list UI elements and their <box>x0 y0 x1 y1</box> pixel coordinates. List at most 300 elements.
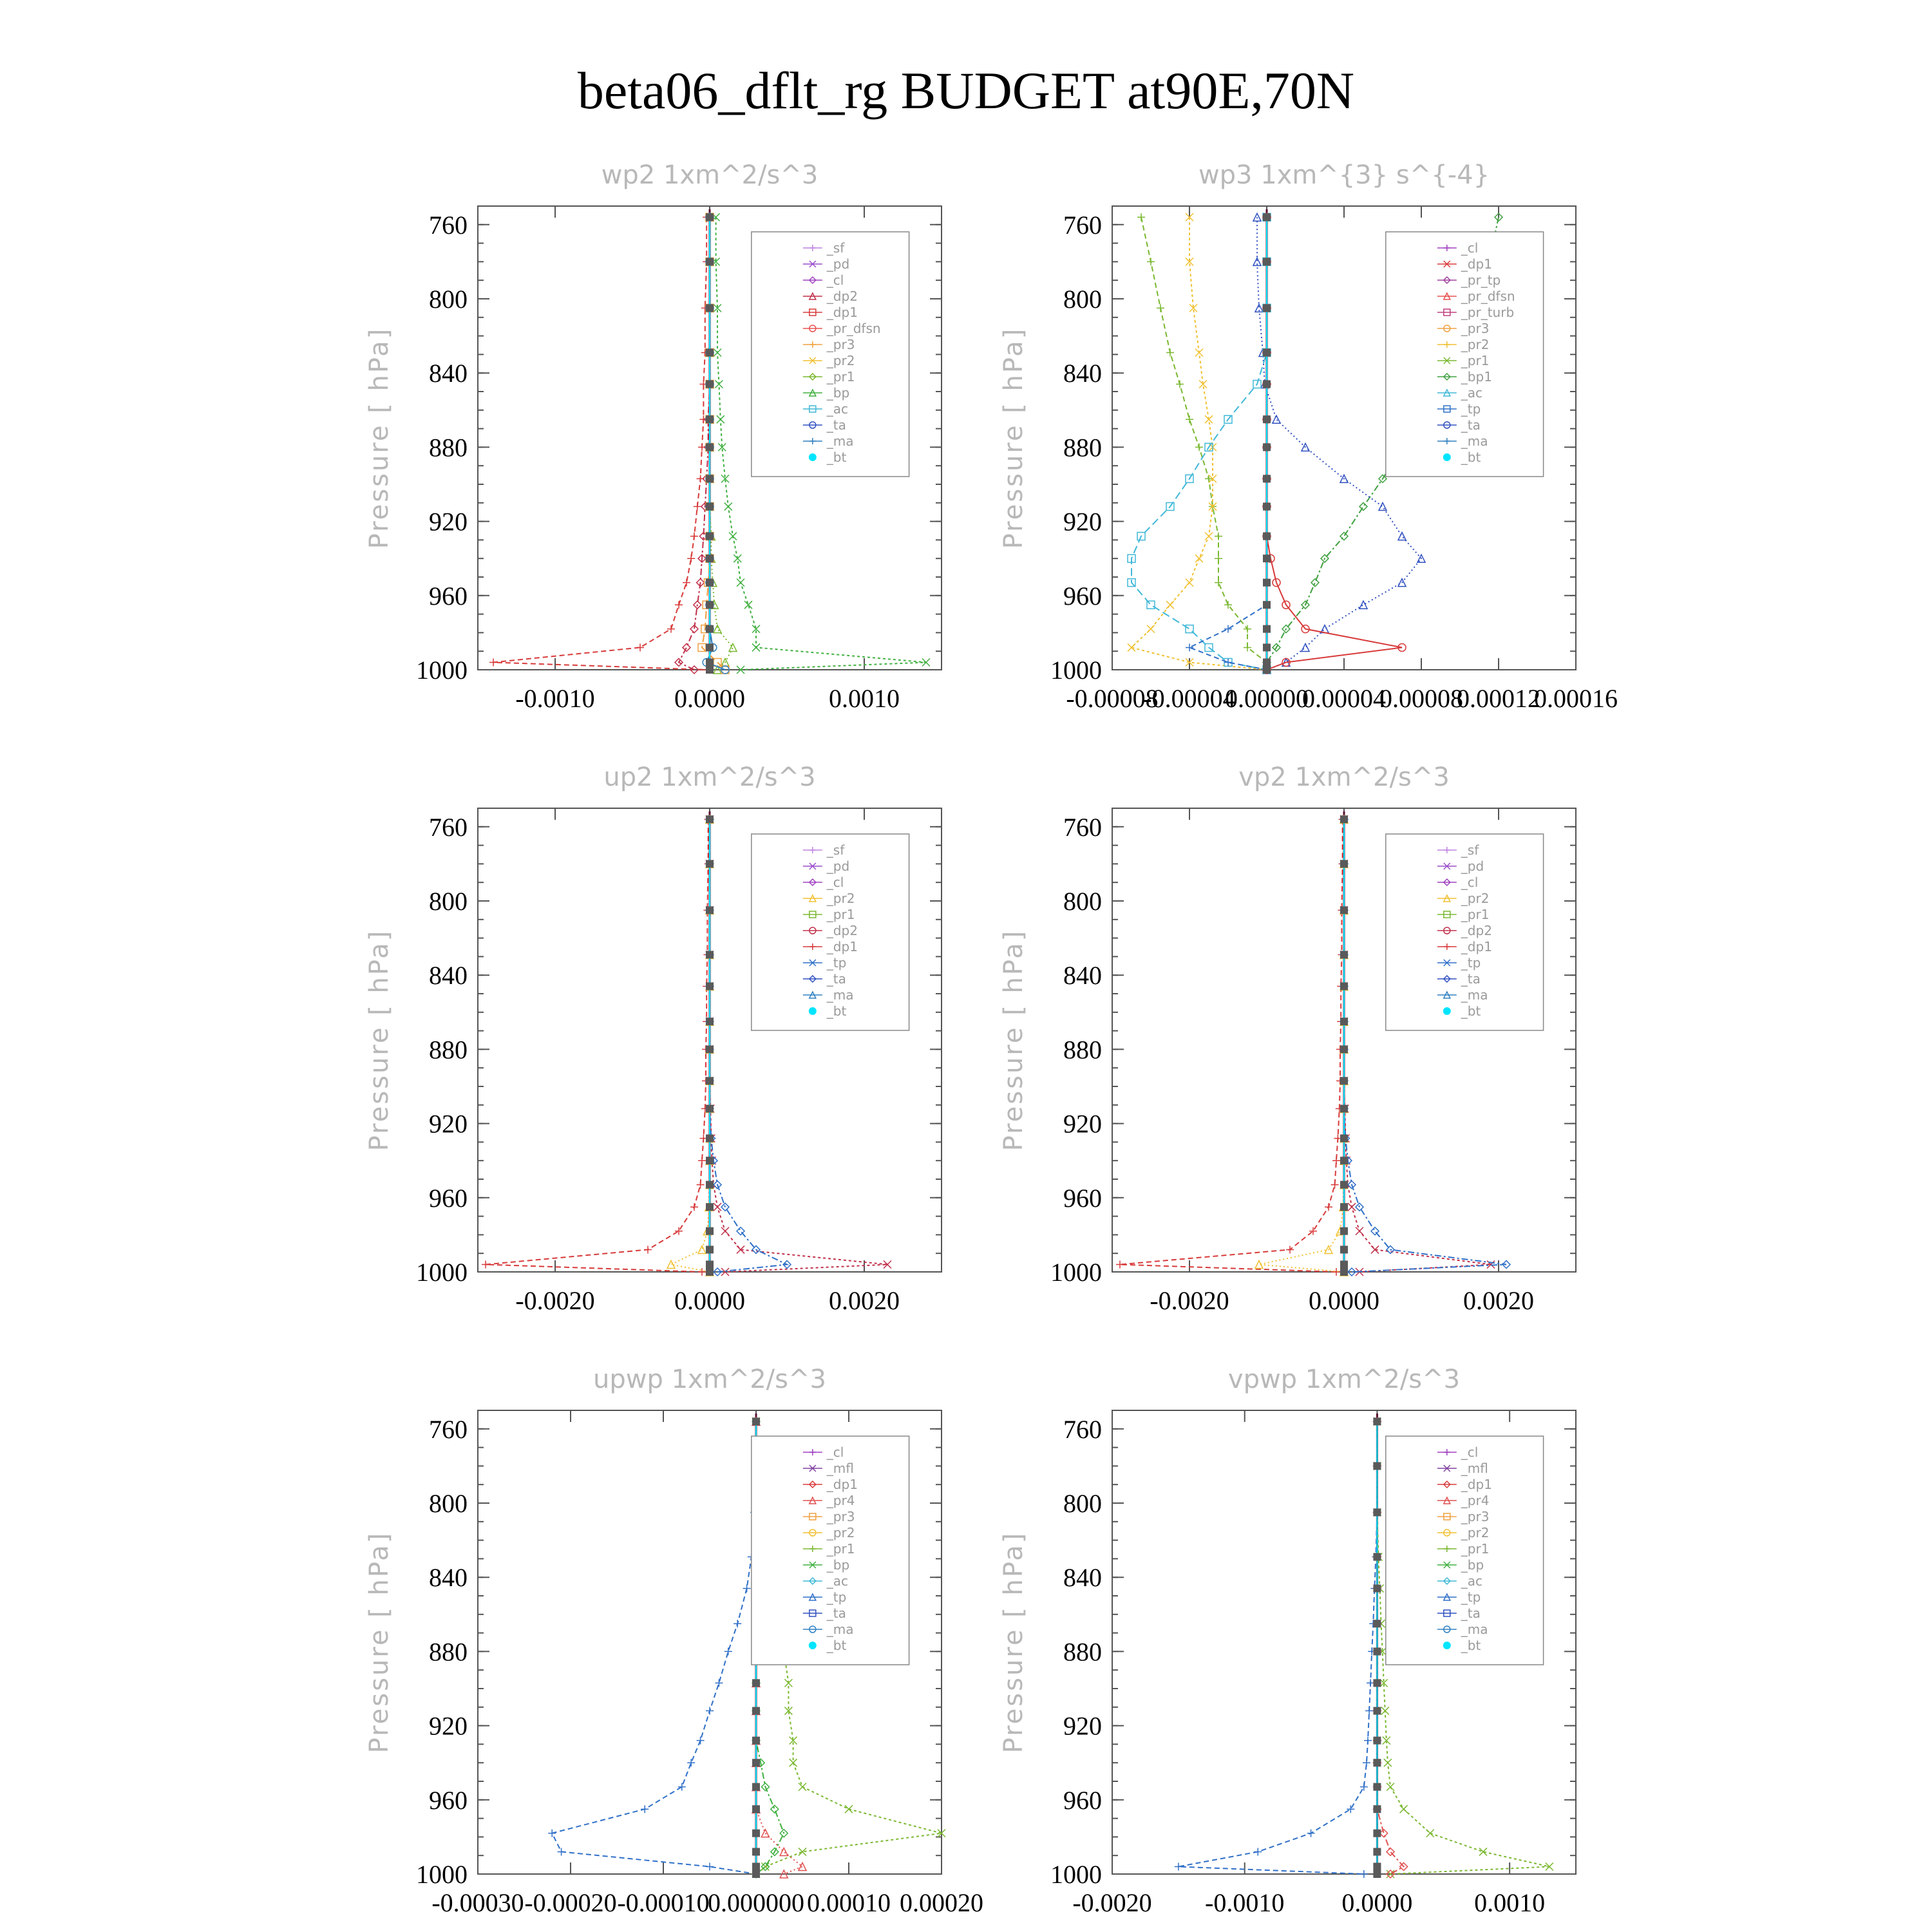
panel-wp3 <box>999 160 1618 713</box>
legend-label: _dp1 <box>826 939 858 954</box>
legend-label: _pr2 <box>1461 891 1490 906</box>
data-point <box>721 1227 729 1235</box>
data-point <box>1263 666 1271 674</box>
x-tick-label: -0.00020 <box>524 1888 617 1917</box>
legend-label: _bt <box>1461 450 1481 465</box>
data-point <box>1215 533 1222 540</box>
data-point <box>724 503 732 511</box>
y-tick-label: 1000 <box>1050 1258 1102 1287</box>
legend-label: _pr3 <box>1461 321 1490 336</box>
legend-label: _dp2 <box>826 289 858 304</box>
data-point <box>737 579 744 587</box>
y-tick-label: 800 <box>429 1489 468 1518</box>
legend-label: _dp2 <box>1461 923 1492 938</box>
data-point <box>1176 380 1184 388</box>
y-tick-label: 800 <box>429 285 468 314</box>
panel-vp2 <box>999 762 1576 1315</box>
y-axis-label: Pressure [ hPa] <box>365 929 394 1151</box>
legend-label: _pr_dfsn <box>1461 289 1515 304</box>
data-point <box>1373 1620 1381 1627</box>
legend-label: _ac <box>826 1573 849 1589</box>
y-tick-label: 760 <box>1063 1414 1102 1444</box>
data-point <box>1307 1830 1315 1837</box>
y-tick-label: 1000 <box>416 1860 468 1889</box>
legend-label: _pr1 <box>1461 907 1490 922</box>
legend-label: _ta <box>826 1605 846 1621</box>
data-point <box>1195 443 1203 451</box>
data-point <box>1195 554 1203 562</box>
y-axis-label: Pressure [ hPa] <box>365 1531 394 1754</box>
legend-label: _cl <box>826 272 844 288</box>
data-point <box>1325 1203 1332 1211</box>
data-point <box>706 1245 714 1253</box>
data-point <box>1359 601 1367 609</box>
legend-label: _pr2 <box>826 353 855 368</box>
data-point <box>1380 1830 1388 1837</box>
data-point <box>687 554 695 562</box>
x-tick-label: 0.00008 <box>1379 684 1463 713</box>
data-point <box>1263 475 1271 482</box>
legend-label: _pr_dfsn <box>826 321 881 336</box>
y-tick-label: 800 <box>429 887 468 916</box>
legend-label: _dp2 <box>826 923 858 938</box>
series-line-dp1 <box>1120 819 1343 1272</box>
data-point <box>1373 1508 1381 1516</box>
x-tick-label: -0.0010 <box>1205 1888 1285 1917</box>
data-point <box>1186 579 1193 587</box>
x-tick-label: 0.0020 <box>1463 1286 1534 1315</box>
data-point <box>1253 213 1261 221</box>
x-tick-label: 0.00010 <box>807 1888 891 1917</box>
data-point <box>675 1227 683 1235</box>
legend-label: _sf <box>1461 842 1479 858</box>
data-point <box>1263 415 1271 423</box>
data-point <box>752 1805 760 1813</box>
data-point <box>706 643 714 651</box>
panel-title: wp3 1xm^{3} s^{-4} <box>1198 160 1490 190</box>
legend-label: _bp <box>826 385 850 401</box>
y-tick-label: 840 <box>429 961 468 990</box>
panel-title: up2 1xm^2/s^3 <box>603 762 816 792</box>
panel-title: vp2 1xm^2/s^3 <box>1238 762 1450 792</box>
legend-label: _mfl <box>1461 1461 1488 1476</box>
y-axis-label: Pressure [ hPa] <box>999 327 1028 549</box>
data-point <box>771 1805 779 1813</box>
data-point <box>1263 304 1271 312</box>
data-point <box>698 1157 706 1164</box>
data-point <box>1340 982 1348 990</box>
panel-upwp <box>365 1365 983 1917</box>
data-point <box>1348 1203 1356 1211</box>
data-point <box>1340 1105 1348 1113</box>
data-point <box>1373 1848 1381 1855</box>
legend-label: _ma <box>1461 433 1488 449</box>
legend-label: _ta <box>1461 417 1481 433</box>
panel-vpwp <box>999 1365 1576 1917</box>
data-point <box>1373 1707 1381 1715</box>
data-point <box>1263 503 1271 511</box>
data-point <box>1205 533 1213 540</box>
data-point <box>644 1245 652 1253</box>
data-point <box>1263 213 1271 221</box>
data-point <box>706 554 714 562</box>
legend-label: _cl <box>826 875 844 890</box>
data-point <box>636 643 644 651</box>
data-point <box>1215 554 1222 562</box>
data-point <box>706 1862 714 1870</box>
legend-label: _pr1 <box>826 369 855 384</box>
y-tick-label: 800 <box>1063 285 1102 314</box>
legend-label: _pr2 <box>1461 1525 1490 1540</box>
series-line-pr1 <box>1141 217 1267 670</box>
y-tick-label: 920 <box>429 507 468 536</box>
data-point <box>1340 1203 1348 1211</box>
legend-label: _cl <box>1461 240 1479 256</box>
data-point <box>706 982 714 990</box>
data-point <box>1356 1227 1363 1235</box>
y-tick-label: 760 <box>1063 210 1102 240</box>
data-point <box>1340 815 1348 823</box>
data-point <box>799 1783 806 1791</box>
y-tick-label: 880 <box>1063 1035 1102 1065</box>
data-point <box>1426 1830 1434 1837</box>
legend-label: _pr4 <box>1461 1493 1490 1508</box>
data-point <box>761 1862 769 1870</box>
data-point <box>694 503 701 511</box>
data-point <box>1186 415 1193 423</box>
legend-label: _pr1 <box>1461 1541 1490 1557</box>
data-point <box>690 533 698 540</box>
legend-marker <box>809 1642 817 1649</box>
data-point <box>706 1260 714 1268</box>
x-tick-label: -0.00004 <box>1143 684 1236 713</box>
panel-wp2 <box>365 160 942 713</box>
data-point <box>706 1203 714 1211</box>
legend-label: _dp1 <box>826 305 858 320</box>
data-point <box>706 533 714 540</box>
legend-label: _ac <box>826 401 849 417</box>
legend-label: _pr4 <box>826 1493 855 1508</box>
y-tick-label: 960 <box>429 581 468 611</box>
x-tick-label: 0.0000 <box>1309 1286 1379 1315</box>
x-tick-label: 0.0000 <box>674 1286 745 1315</box>
data-point <box>678 1783 686 1791</box>
data-point <box>1244 625 1251 633</box>
data-point <box>922 658 930 666</box>
data-point <box>1373 1462 1381 1470</box>
data-point <box>1363 1759 1370 1766</box>
data-point <box>1340 951 1348 959</box>
data-point <box>714 1203 721 1211</box>
data-point <box>1373 1830 1381 1837</box>
legend-label: _ta <box>1461 971 1481 987</box>
legend-label: _tp <box>1461 955 1481 971</box>
data-point <box>1373 1584 1381 1592</box>
data-point <box>706 579 714 587</box>
data-point <box>687 1759 695 1766</box>
y-tick-label: 1000 <box>1050 1860 1102 1889</box>
data-point <box>714 625 721 633</box>
y-tick-label: 960 <box>429 1785 468 1815</box>
data-point <box>1186 643 1193 651</box>
data-point <box>641 1805 649 1813</box>
legend-label: _pr1 <box>826 1541 855 1557</box>
data-point <box>729 643 737 651</box>
data-point <box>1340 1045 1348 1053</box>
data-point <box>1116 1260 1124 1268</box>
data-point <box>1373 1679 1381 1687</box>
data-point <box>1332 1157 1340 1164</box>
y-tick-label: 880 <box>429 1035 468 1065</box>
data-point <box>1373 1417 1381 1425</box>
legend-label: _cl <box>1461 875 1479 890</box>
data-point <box>706 380 714 388</box>
legend-label: _sf <box>826 240 845 256</box>
data-point <box>752 1679 760 1687</box>
x-tick-label: 0.00012 <box>1457 684 1540 713</box>
data-point <box>706 906 714 914</box>
series-line-pr2 <box>671 819 710 1272</box>
data-point <box>1340 906 1348 914</box>
data-point <box>1263 601 1271 609</box>
legend-label: _pd <box>826 256 850 272</box>
data-point <box>1263 643 1271 651</box>
legend-label: _ta <box>826 971 846 987</box>
y-tick-label: 960 <box>1063 581 1102 611</box>
x-tick-label: -0.0020 <box>1150 1286 1229 1315</box>
data-point <box>752 1862 760 1870</box>
data-point <box>1373 1870 1381 1878</box>
legend-label: _pr2 <box>826 1525 855 1540</box>
x-tick-label: 0.0010 <box>829 684 900 713</box>
main-title: beta06_dflt_rg BUDGET at90E,70N <box>577 61 1355 120</box>
data-point <box>1147 625 1155 633</box>
legend-label: _bp1 <box>1461 369 1492 384</box>
data-point <box>1381 1707 1389 1715</box>
data-point <box>1263 625 1271 633</box>
legend-label: _ma <box>826 987 854 1003</box>
y-tick-label: 760 <box>429 210 468 240</box>
y-tick-label: 920 <box>429 1711 468 1741</box>
x-tick-label: -0.00010 <box>617 1888 710 1917</box>
data-point <box>1340 1227 1348 1235</box>
data-point <box>1286 1245 1294 1253</box>
series-line-tp <box>552 1421 756 1874</box>
y-tick-label: 840 <box>1063 359 1102 388</box>
data-point <box>1263 349 1271 357</box>
data-point <box>752 1870 760 1878</box>
data-point <box>1331 1181 1339 1189</box>
y-axis-label: Pressure [ hPa] <box>365 327 394 549</box>
legend-label: _ma <box>826 1622 854 1637</box>
data-point <box>706 503 714 511</box>
y-tick-label: 920 <box>429 1109 468 1139</box>
data-point <box>1373 1737 1381 1745</box>
legend-label: _bp <box>826 1557 850 1573</box>
legend-label: _ta <box>1461 1605 1481 1621</box>
data-point <box>706 415 714 423</box>
data-point <box>1255 1260 1263 1268</box>
data-point <box>690 1203 698 1211</box>
data-point <box>799 1862 806 1870</box>
data-point <box>1263 443 1271 451</box>
data-point <box>752 1848 760 1855</box>
legend-label: _tp <box>826 1589 847 1605</box>
legend-label: _pr2 <box>826 891 855 906</box>
data-point <box>698 1268 706 1276</box>
data-point <box>1347 1805 1354 1813</box>
data-point <box>1263 658 1271 666</box>
data-point <box>729 533 737 540</box>
data-point <box>845 1805 853 1813</box>
data-point <box>1157 304 1164 312</box>
data-point <box>734 1620 741 1627</box>
legend-label: _cl <box>826 1444 844 1460</box>
data-point <box>1340 860 1348 867</box>
data-point <box>1340 1135 1348 1142</box>
data-point <box>706 1268 714 1276</box>
x-tick-label: -0.0020 <box>515 1286 595 1315</box>
data-point <box>1263 554 1271 562</box>
legend-label: _pr3 <box>826 1509 855 1524</box>
data-point <box>706 1105 714 1113</box>
legend-label: _bt <box>826 1638 847 1653</box>
y-tick-label: 1000 <box>1050 656 1102 685</box>
x-tick-label: 0.0000 <box>1341 1888 1413 1917</box>
data-point <box>1166 601 1174 609</box>
y-tick-label: 800 <box>1063 887 1102 916</box>
data-point <box>1340 1077 1348 1084</box>
legend-marker <box>1443 1642 1451 1649</box>
data-point <box>1147 258 1155 265</box>
data-point <box>706 1018 714 1025</box>
data-point <box>706 815 714 823</box>
y-tick-label: 840 <box>1063 1563 1102 1593</box>
data-point <box>1166 349 1174 357</box>
legend-label: _ac <box>1461 385 1483 401</box>
x-tick-label: 0.00004 <box>1302 684 1386 713</box>
legend-label: _bt <box>826 450 847 465</box>
legend-label: _dp1 <box>826 1477 858 1492</box>
data-point <box>1364 1737 1372 1745</box>
data-point <box>1332 1268 1340 1276</box>
data-point <box>489 658 497 666</box>
data-point <box>1546 1862 1553 1870</box>
y-tick-label: 880 <box>1063 1637 1102 1667</box>
legend-label: _ta <box>826 417 846 433</box>
data-point <box>1340 1157 1348 1164</box>
data-point <box>706 1045 714 1053</box>
data-point <box>1360 1783 1368 1791</box>
legend-label: _mfl <box>826 1461 854 1476</box>
legend-marker <box>809 453 817 461</box>
x-tick-label: 0.0020 <box>829 1286 900 1315</box>
legend-marker <box>809 1007 817 1015</box>
legend-label: _tp <box>1461 401 1481 417</box>
legend-label: _dp1 <box>1461 256 1492 272</box>
y-tick-label: 920 <box>1063 1711 1102 1741</box>
legend-label: _tp <box>826 955 847 971</box>
data-point <box>698 1245 706 1253</box>
y-tick-label: 1000 <box>416 1258 468 1287</box>
legend-label: _cl <box>1461 1444 1479 1460</box>
data-point <box>752 643 760 651</box>
y-axis-label: Pressure [ hPa] <box>999 1531 1028 1754</box>
data-point <box>706 1181 714 1189</box>
data-point <box>706 658 714 666</box>
data-point <box>697 1181 705 1189</box>
data-point <box>1224 658 1232 666</box>
data-point <box>706 443 714 451</box>
data-point <box>1137 213 1145 221</box>
x-tick-label: 0.00016 <box>1534 684 1618 713</box>
data-point <box>482 1260 489 1268</box>
x-tick-label: -0.0020 <box>1072 1888 1152 1917</box>
data-point <box>675 601 683 609</box>
data-point <box>1128 643 1135 651</box>
data-point <box>1215 579 1222 587</box>
legend-label: _pr_turb <box>1461 305 1515 320</box>
series-line-pr2 <box>1259 819 1344 1272</box>
data-point <box>706 1157 714 1164</box>
legend-marker <box>1443 453 1451 461</box>
data-point <box>715 1679 723 1687</box>
data-point <box>1263 380 1271 388</box>
data-point <box>1224 625 1232 633</box>
data-point <box>706 1135 714 1142</box>
data-point <box>1254 1848 1262 1855</box>
legend-label: _dp1 <box>1461 1477 1492 1492</box>
x-tick-label: -0.0010 <box>515 684 595 713</box>
legend-label: _pr1 <box>1461 353 1490 368</box>
legend-label: _dp1 <box>1461 939 1492 954</box>
data-point <box>1373 1805 1381 1813</box>
panel-up2 <box>365 762 942 1315</box>
legend-label: _sf <box>826 842 845 858</box>
x-tick-label: -0.00030 <box>431 1888 524 1917</box>
legend-label: _ma <box>1461 987 1488 1003</box>
data-point <box>706 601 714 609</box>
data-point <box>1263 579 1271 587</box>
data-point <box>683 643 690 651</box>
y-tick-label: 840 <box>429 359 468 388</box>
data-point <box>1205 415 1213 423</box>
data-point <box>706 951 714 959</box>
legend-label: _pr1 <box>826 907 855 922</box>
data-point <box>724 1647 732 1655</box>
panel-title: vpwp 1xm^2/s^3 <box>1227 1365 1461 1394</box>
panel-title: upwp 1xm^2/s^3 <box>593 1365 826 1394</box>
y-tick-label: 1000 <box>416 656 468 685</box>
data-point <box>715 380 723 388</box>
x-tick-label: 0.0000 <box>674 684 745 713</box>
data-point <box>1205 475 1213 482</box>
data-point <box>1398 533 1406 540</box>
y-tick-label: 960 <box>429 1183 468 1213</box>
y-tick-label: 760 <box>1063 812 1102 842</box>
legend-label: _bt <box>1461 1638 1481 1653</box>
data-point <box>1175 1862 1182 1870</box>
legend-label: _ma <box>826 433 854 449</box>
data-point <box>752 1737 760 1745</box>
legend-label: _bt <box>1461 1003 1481 1019</box>
panels <box>365 160 1618 1917</box>
y-tick-label: 840 <box>1063 961 1102 990</box>
data-point <box>752 1417 760 1425</box>
legend-label: _bp <box>1461 1557 1484 1573</box>
data-point <box>1360 1870 1368 1878</box>
series-line-dp2 <box>679 217 710 670</box>
